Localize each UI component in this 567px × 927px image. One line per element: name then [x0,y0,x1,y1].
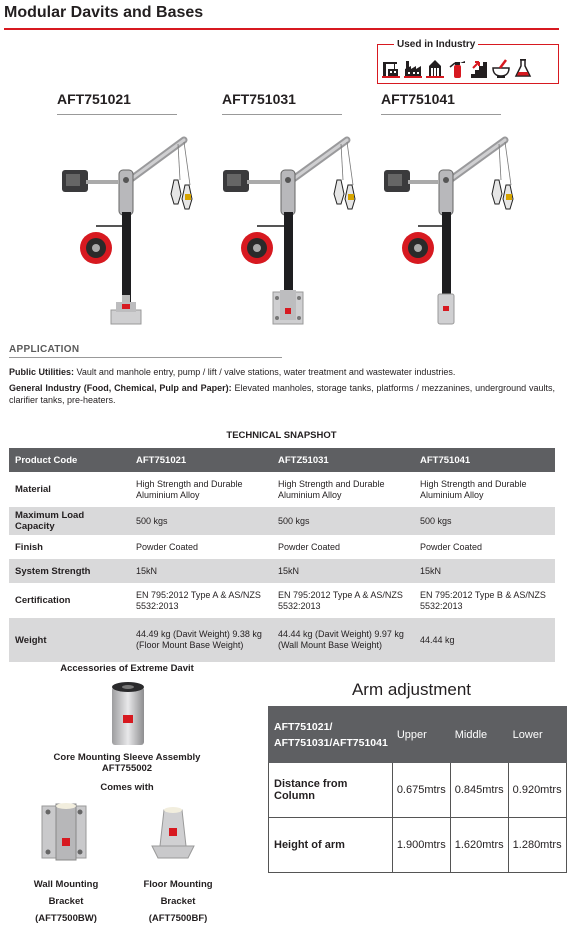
application-general-industry [9,382,555,406]
table-cell: 44.44 kg (Davit Weight) 9.97 kg (Wall Mount Base Weight) [272,618,414,662]
row-label: Distance from Column [269,763,393,818]
header-col-2: AFTZ51031 [272,448,414,472]
public-text: Vault and manhole entry, pump / lift / valve stations, water treatment and wastewater industries. [74,367,456,377]
row-label: Maximum Load Capacity [9,507,130,535]
table-cell: 44.44 kg [414,618,555,662]
table-row [9,472,555,507]
application-public-utilities [9,366,555,378]
arm-header-upper: Upper [392,707,450,763]
mortar-pestle-icon [492,56,510,78]
floor-bracket-caption [128,876,228,927]
floor-bracket-name: Floor Mounting Bracket [143,879,213,907]
industry-label: Used in Industry [394,39,478,50]
general-label: General Industry (Food, Chemical, Pulp and Paper): [9,383,232,393]
industry-icons [382,56,532,78]
arm-adjustment-table [268,706,567,873]
wall-bracket-image [40,800,96,869]
row-label: Finish [15,541,43,553]
table-row [269,818,567,873]
table-cell: 0.675mtrs [392,763,450,818]
table-cell: 0.845mtrs [450,763,508,818]
table-cell: 0.920mtrs [508,763,566,818]
table-cell: High Strength and Durable Aluminium Alloy [136,478,243,500]
davit-image-1 [56,130,206,335]
row-label: Height of arm [269,818,393,873]
table-row [9,507,555,535]
table-row [9,559,555,583]
row-label: Material [15,484,51,495]
table-cell: EN 795:2012 Type B & AS/NZS 5532:2013 [420,589,546,611]
stairs-icon [470,56,488,78]
factory-icon [404,56,422,78]
table-cell: EN 795:2012 Type A & AS/NZS 5532:2013 [278,589,403,611]
table-cell: 44.49 kg (Davit Weight) 9.38 kg (Floor Mount Base Weight) [130,618,272,662]
table-row [9,583,555,618]
core-sleeve-code: AFT755002 [101,763,153,774]
public-label: Public Utilities: [9,367,75,377]
product-rule-2 [222,114,342,115]
product-code-1: AFT751021 [57,91,131,107]
construction-icon [382,56,400,78]
table-cell: High Strength and Durable Aluminium Alloy [278,478,385,500]
header-col-1: AFT751021 [130,448,272,472]
arm-header-code: AFT751021/ AFT751031/AFT751041 [269,707,393,763]
core-sleeve-caption [0,752,254,774]
fire-extinguisher-icon [448,56,466,78]
table-cell: 500 kgs [130,507,272,535]
table-cell: Powder Coated [136,541,199,552]
technical-snapshot-table [9,448,555,662]
wall-bracket-code: (AFT7500BW) [35,913,97,924]
row-label: System Strength [9,559,130,583]
product-rule-1 [57,114,177,115]
header-product-code: Product Code [9,448,130,472]
table-cell: 15kN [414,559,555,583]
table-cell: 1.280mtrs [508,818,566,873]
floor-bracket-image [148,800,198,869]
title-divider [4,28,559,30]
davit-image-3 [380,130,530,335]
product-code-2: AFT751031 [222,91,296,107]
application-rule [9,357,282,358]
wall-bracket-name: Wall Mounting Bracket [33,879,99,907]
floor-bracket-code: (AFT7500BF) [148,913,208,924]
row-label: Certification [15,595,71,606]
accessories-title: Accessories of Extreme Davit [60,663,194,674]
table-cell: 1.900mtrs [392,818,450,873]
arm-adjustment-title: Arm adjustment [351,680,472,699]
table-row [9,535,555,559]
flask-icon [514,56,532,78]
snapshot-title: TECHNICAL SNAPSHOT [226,430,337,441]
table-cell: Powder Coated [420,541,483,552]
table-header-row [9,448,555,472]
product-code-3: AFT751041 [381,91,455,107]
arm-header-middle: Middle [450,707,508,763]
utility-plant-icon [426,56,444,78]
table-cell: 1.620mtrs [450,818,508,873]
page-title: Modular Davits and Bases [4,4,204,21]
table-cell: 15kN [130,559,272,583]
table-row [9,618,555,662]
table-cell: EN 795:2012 Type A & AS/NZS 5532:2013 [136,589,261,611]
product-rule-3 [381,114,501,115]
core-sleeve-image [108,679,148,752]
row-label: Weight [9,618,130,662]
core-sleeve-name: Core Mounting Sleeve Assembly [53,752,201,763]
table-cell: 15kN [272,559,414,583]
table-cell: 500 kgs [414,507,555,535]
table-cell: High Strength and Durable Aluminium Alloy [420,478,527,500]
arm-header-lower: Lower [508,707,566,763]
table-row [269,763,567,818]
general-text: Elevated manholes, storage tanks, platforms / mezzanines, underground vaults, clarifier tanks, pre-heaters. [9,383,555,405]
arm-header-row [269,707,567,763]
comes-with-label: Comes with [100,782,154,793]
application-heading: APPLICATION [9,344,80,355]
davit-image-2 [217,130,367,335]
wall-bracket-caption [16,876,116,927]
table-cell: 500 kgs [272,507,414,535]
header-col-3: AFT751041 [414,448,555,472]
table-cell: Powder Coated [278,541,341,552]
